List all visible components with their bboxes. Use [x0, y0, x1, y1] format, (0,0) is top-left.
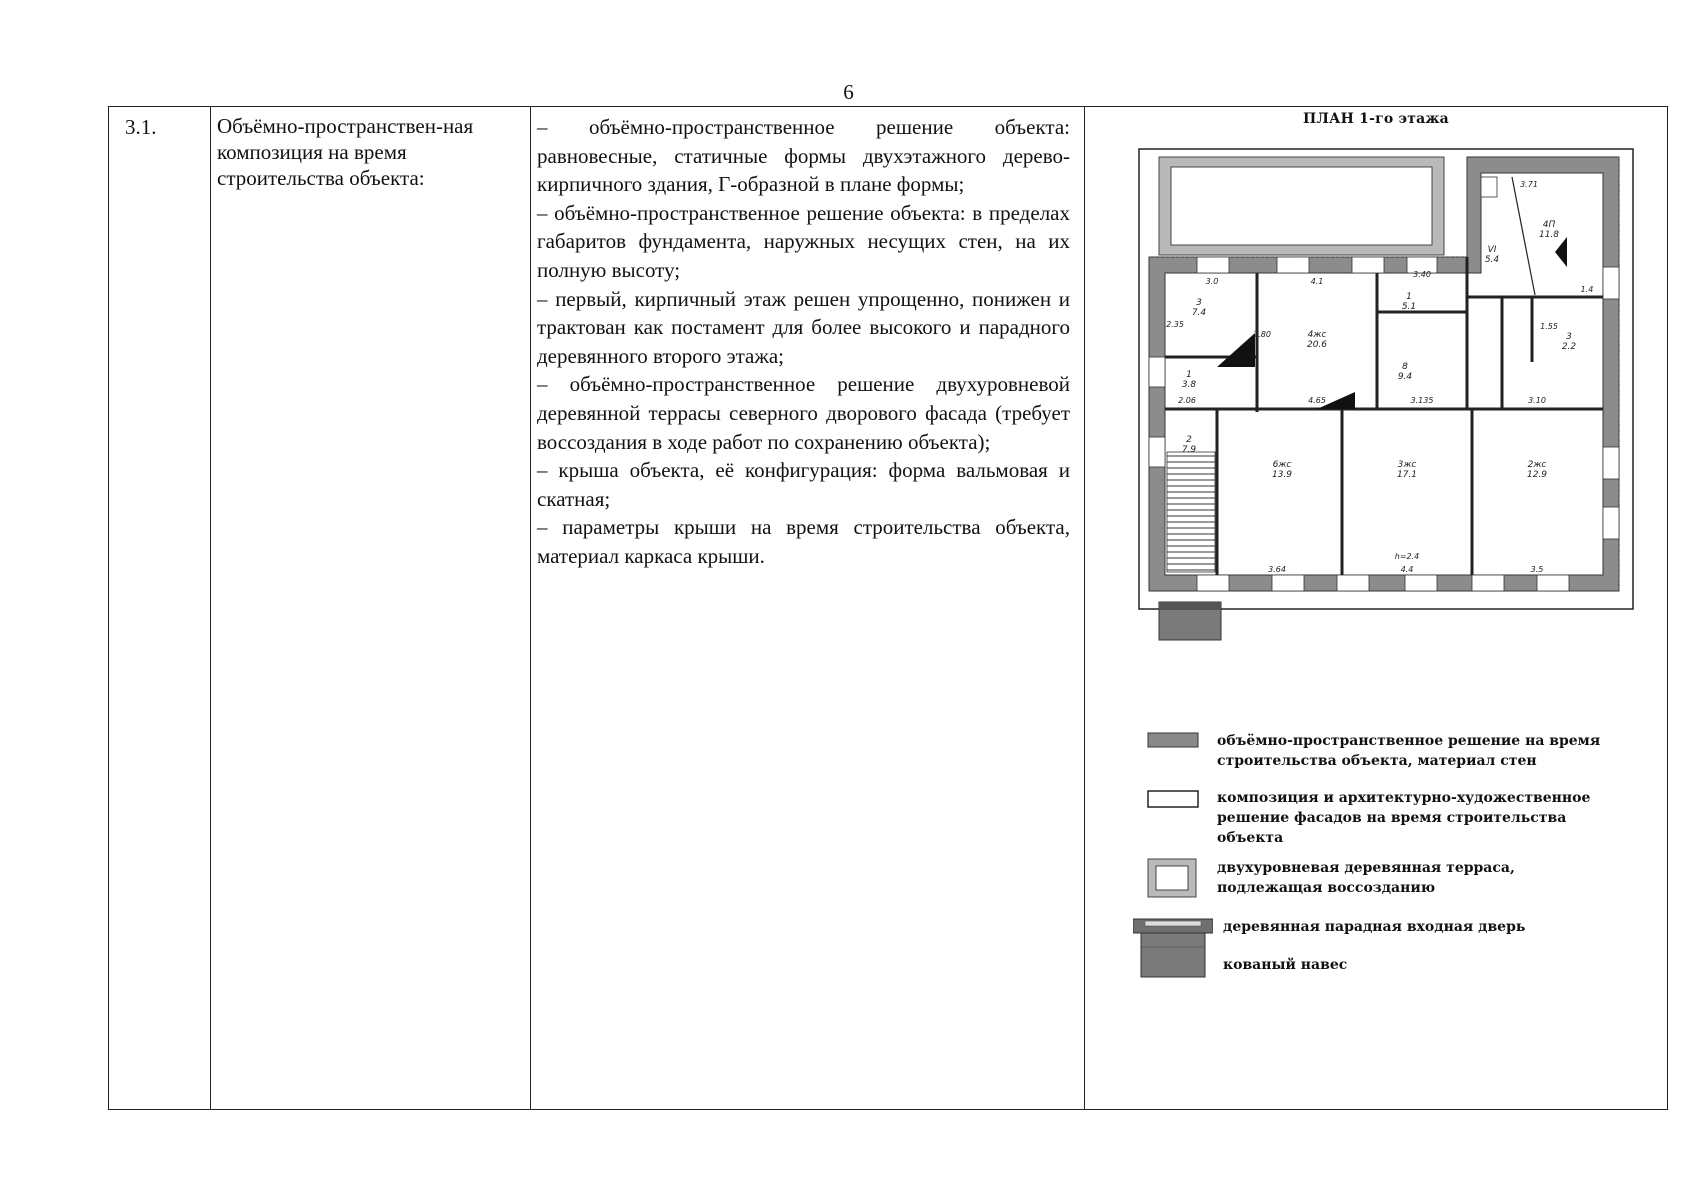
description-paragraph: – объёмно-пространственное решение объекта: равновесные, статичные формы двухэтажного дерево-кирпичного здания, Г-образной в плане формы; [537, 115, 1070, 197]
legend-item [1147, 788, 1617, 848]
dark-gray-fill-swatch-icon [1147, 731, 1199, 749]
legend-text: двухуровневая деревянная терраса, подлежащая воссозданию [1217, 860, 1515, 896]
room-label: 4П [1542, 220, 1556, 230]
svg-text:2.06: 2.06 [1178, 396, 1196, 405]
room-label: 20.6 [1306, 340, 1328, 350]
legend-text: деревянная парадная входная дверь [1223, 919, 1526, 935]
room-label: 3 [1196, 298, 1202, 308]
floor-plan-drawing [1137, 147, 1642, 642]
svg-text:4.65: 4.65 [1308, 396, 1326, 405]
row-title: Объёмно-пространствен-ная композиция на время строительства объекта: [211, 107, 531, 1110]
room-label: 2.2 [1561, 342, 1577, 352]
legend-text: объёмно-пространственное решение на время строительства объекта, материал стен [1217, 733, 1601, 769]
description-paragraph: – крыша объекта, её конфигурация: форма вальмовая и скатная; [537, 458, 1070, 511]
room-label: 3жс [1397, 460, 1417, 470]
svg-text:3.40: 3.40 [1413, 270, 1431, 279]
room-label: 4жс [1307, 330, 1327, 340]
svg-text:2.80: 2.80 [1253, 330, 1271, 339]
description-paragraph: – объёмно-пространственное решение объекта: в пределах габаритов фундамента, наружных несущих стен, на их полную высоту; [537, 200, 1070, 282]
svg-text:3.71: 3.71 [1520, 180, 1538, 189]
description-paragraph: – параметры крыши на время строительства объекта, материал каркаса крыши. [537, 515, 1070, 568]
svg-text:3.0: 3.0 [1205, 277, 1219, 286]
plan-title: ПЛАН 1-го этажа [1303, 111, 1449, 127]
plan-cell [1085, 107, 1668, 1110]
svg-text:4.1: 4.1 [1310, 277, 1324, 286]
description-paragraph: – первый, кирпичный этаж решен упрощенно, понижен и трактован как постамент для более высокого и парадного деревянного второго этажа; [537, 286, 1070, 368]
room-label: 17.1 [1396, 470, 1418, 480]
page-number: 6 [843, 80, 854, 104]
row-number: 3.1. [109, 107, 211, 1110]
room-label: 2 [1186, 435, 1192, 445]
room-label: 5.1 [1401, 302, 1417, 312]
svg-text:1.55: 1.55 [1540, 322, 1558, 331]
svg-text:h=2.4: h=2.4 [1394, 552, 1420, 561]
entrance-door-icon [1133, 917, 1213, 979]
svg-text:3.135: 3.135 [1410, 396, 1434, 405]
legend-text-group [1205, 917, 1623, 975]
legend-item [1147, 731, 1617, 771]
legend-item [1147, 917, 1623, 979]
svg-text:2.35: 2.35 [1166, 320, 1184, 329]
room-label: 2жс [1527, 460, 1547, 470]
svg-text:3.5: 3.5 [1530, 565, 1544, 574]
room-label: VI [1487, 245, 1497, 255]
room-label: 9.4 [1397, 372, 1413, 382]
gray-frame-swatch-icon [1147, 858, 1199, 898]
description-table [108, 106, 1668, 1110]
room-label: 7.9 [1181, 445, 1197, 455]
description-paragraph: – объёмно-пространственное решение двухуровневой деревянной террасы северного дворового фасада (требует воссоздания в ходе работ по сохранению объекта); [537, 372, 1070, 454]
room-label: 12.9 [1526, 470, 1548, 480]
room-label: 6жс [1272, 460, 1292, 470]
room-label: 8 [1402, 362, 1408, 372]
svg-text:1.4: 1.4 [1580, 285, 1594, 294]
svg-text:3.64: 3.64 [1268, 565, 1286, 574]
room-label: 5.4 [1484, 255, 1500, 265]
room-label: 3 [1566, 332, 1572, 342]
svg-text:3.10: 3.10 [1528, 396, 1546, 405]
row-description [531, 107, 1085, 1110]
stair-hatch [1167, 452, 1215, 572]
room-label: 7.4 [1191, 308, 1207, 318]
room-label: 11.8 [1538, 230, 1560, 240]
room-label: 13.9 [1271, 470, 1293, 480]
svg-text:4.4: 4.4 [1400, 565, 1414, 574]
room-label: 1 [1406, 292, 1412, 302]
room-label: 3.8 [1181, 380, 1197, 390]
table-row [109, 107, 1668, 1110]
legend-text: кованый навес [1223, 957, 1348, 973]
white-outline-swatch-icon [1147, 788, 1199, 810]
room-label: 1 [1186, 370, 1192, 380]
legend-text: композиция и архитектурно-художественное решение фасадов на время строительства объекта [1217, 790, 1591, 846]
legend-item [1147, 858, 1617, 898]
